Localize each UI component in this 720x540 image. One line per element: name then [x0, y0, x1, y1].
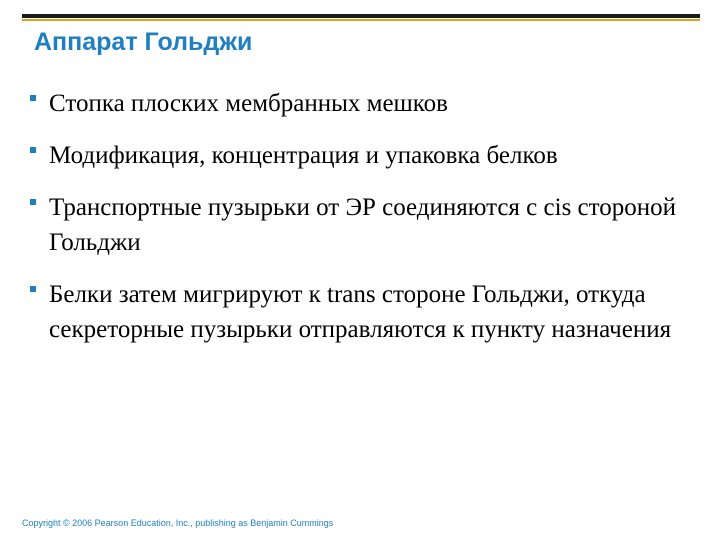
bullet-item [30, 190, 690, 260]
bullet-item [30, 138, 690, 173]
header-rule-dark [22, 14, 700, 18]
copyright-footer: Copyright © 2006 Pearson Education, Inc., publishing as Benjamin Cummings [22, 518, 334, 528]
bullet-text: Белки затем мигрируют к trans стороне Гольджи, откуда секреторные пузырьки отправляются к пункту назначения [49, 281, 672, 343]
bullet-item [30, 86, 690, 121]
bullet-text: Транспортные пузырьки от ЭР соединяются с cis стороной Гольджи [49, 194, 677, 256]
bullet-square-icon [30, 199, 36, 205]
bullet-square-icon [30, 95, 36, 101]
bullet-text: Стопка плоских мембранных мешков [49, 90, 448, 117]
header-rule-accent [22, 19, 700, 21]
bullet-list [30, 86, 690, 364]
bullet-square-icon [30, 147, 36, 153]
slide-title: Аппарат Гольджи [34, 28, 253, 56]
bullet-text: Модификация, концентрация и упаковка белков [49, 142, 558, 169]
bullet-square-icon [30, 286, 36, 292]
bullet-item [30, 277, 690, 347]
